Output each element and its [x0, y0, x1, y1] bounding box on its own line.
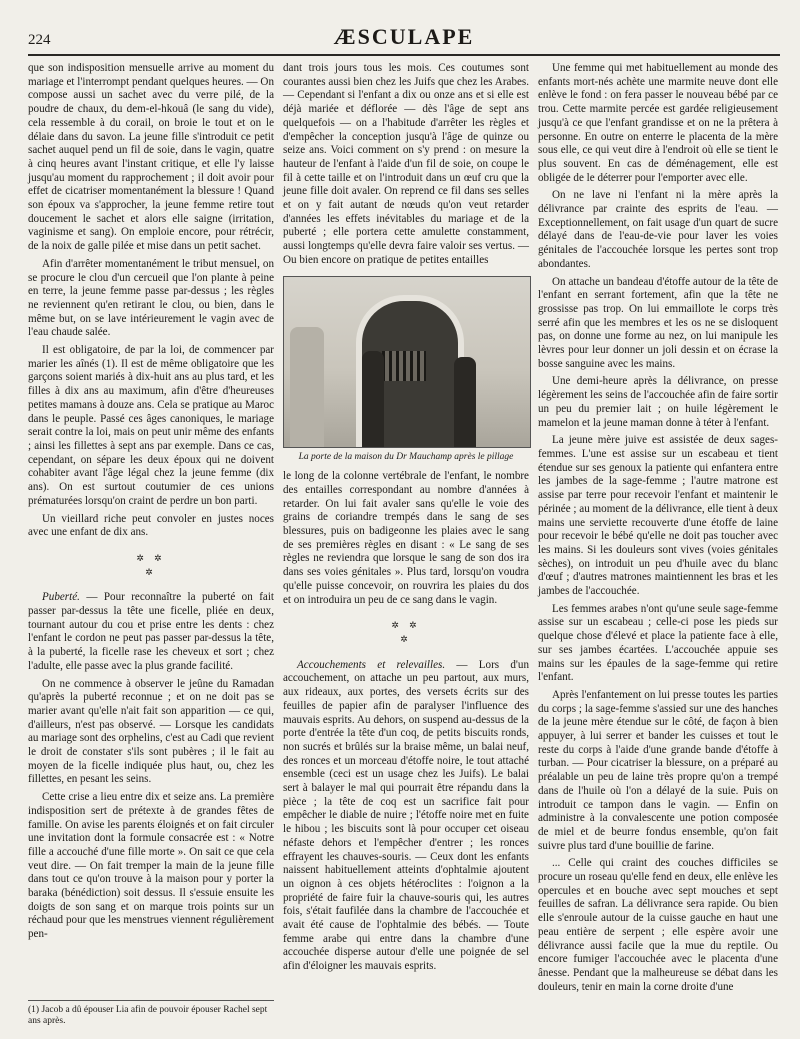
- door-grille: [382, 351, 426, 381]
- paragraph-text: — Lors d'un accouchement, on attache un peu partout, aux murs, aux rideaux, aux portes, des versets écrits sur des feuilles de papier afin de paralyser l'influence des mauvais esprits. Au dehors, on suspend au-dessus de la porte d'entrée la tête d'un coq, de petits biscuits ronds, non sucrés et brûlés sur la braise même, un balai neuf, des ronces et un morceau d'étoffe noire, le tout attaché ensemble (ceci est un usage chez les Juifs). Le balai sert à balayer le mal qui pourrait être répandu dans la pièce ; la tête de coq est un sacrifice fait pour empêcher le diable de nuire ; l'étoffe noire met en fuite le hibou ; les biscuits sont là pour occuper cet oiseau néfaste dehors et l'empêcher d'entrer ; les ronces effrayent les chauves-souris. — Ceux dont les enfants naissent habituellement atteints d'ophtalmie ajoutent un oignon à ces objets hétéroclites : l'oignon a la propriété de faire fuir la chauve-souris qui, les autres fois, s'était faufilée dans la chambre de l'accouchée et avait été cause de l'ophtalmie des bébés. — Toute femme arabe qui entre dans la chambre d'une accouchée disperse autour d'elle une poignée de sel afin d'éloigner les mauvais esprits.: [283, 658, 529, 973]
- paragraph: On ne lave ni l'enfant ni la mère après la délivrance par crainte des esprits de l'eau. — Exceptionnellement, on fait usage d'un quart de sucre délayé dans de l'eau-de-vie pour laver les voies génitales de l'accouchée lorsque les pertes sont trop abondantes.: [538, 189, 778, 270]
- section-heading: Accouchements et relevailles.: [297, 658, 446, 671]
- figure: [283, 276, 529, 465]
- paragraph: Les femmes arabes n'ont qu'une seule sage-femme assise sur un escabeau ; celle-ci pose les pieds sur quelque chose d'élevé et place la patiente face à elle, sur ses jambes écartées. L'accouchée appuie ses mains sur les épaules de la sage-femme qui retire l'enfant.: [538, 602, 778, 684]
- paragraph: ... Celle qui craint des couches difficiles se procure un roseau qu'elle fend en deux, elle enlève les opercules et en bouche avec sept mouches et sept feuilles de safran. La délivrance sera rapide. Ou bien elle s'enroule autour de la cuisse gauche en haut une peau entière de serpent ; elle espère avoir une délivrance aussi facile que la mue du reptile. Ou encore fumiger l'accouchée avec le placenta d'une ânesse. Pendant que la malheureuse se débat dans les douleurs, tenir en main la corne droite d'une: [538, 857, 778, 993]
- paragraph: Cette crise a lieu entre dix et seize ans. La première indisposition sert de prétexte à de grandes fêtes de famille. On avise les parents éloignés et on fait circuler une invitation dont la formule consacrée est : « Notre fille a accouché d'une fille morte ». On sait ce que cela veut dire. — On fait tremper la main de la jeune fille dans tout ce qu'on trouve à la maison pour y porter la baraka (bénédiction) soit dessus. Il s'essuie ensuite les doigts de son sang et on marque trois points sur un réchaud pour que les menstrues viennent régulièrement pen-: [28, 791, 274, 941]
- paragraph: Une femme qui met habituellement au monde des enfants mort-nés achète une marmite neuve dont elle enlève le fond : on fera passer le nouveau bébé par ce trou. Cette marmite percée est gardée religieusement jusqu'à ce que l'enfant grandisse et on ne la prêtera à personne. En outre on enterre le placenta de la mère sous elle, ce qui veut dire à l'endroit où elle se tient le plus souvent. En cas de déménagement, elle est obligée de le déterrer pour l'emporter avec elle.: [538, 62, 778, 184]
- person-figure: [454, 357, 476, 447]
- paragraph: [283, 659, 529, 974]
- person-figure: [290, 327, 324, 447]
- page-header: [28, 14, 780, 56]
- paragraph: Après l'enfantement on lui presse toutes les parties du corps ; la sage-femme s'assied sur une des hanches de la jeune mère étendue sur le côté, de façon à bien appuyer, à lui serrer et bander les cuisses et tout le reste du corps à l'aide d'une grande bande d'étoffe à turban. — Pour cicatriser la blessure, on a préparé au préalable un peu de laine très propre qu'on a trempé dans de l'huile où l'on a délayé de la suie. Puis on introduit ce tampon dans le vagin. — Enfin on administre à la convalescente une potion composée de miel et de beurre fondus ensemble, qu'on fait suivre plus tard d'une bouillie de farine.: [538, 688, 778, 852]
- paragraph: que son indisposition mensuelle arrive au moment du mariage et l'interrompt pendant quelques heures. — On compose aussi un sachet avec du verre pilé, de la poudre de chaux, du dem-el-hkouâ (le sang du vide), cela ressemble à du corail, on broie le tout et on le délaie dans du savon. La jeune fille s'introduit ce petit sachet auquel pend un fil de soie, dans le vagin, quatre à cinq heures avant l'instant critique, et elle l'y laisse jusqu'au moment du rapprochement ; il doit avoir pour effet de cicatriser momentanément la blessure ! Quand son époux va s'approcher, la jeune femme retire tout doucement le sachet et alors elle saigne (irritation, vaginisme et sang). On emploie encore, pour rétrécir, de la noix de galle pilée et mise dans un petit sachet.: [28, 62, 274, 253]
- paragraph: Afin d'arrêter momentanément le tribut mensuel, on se procure le clou d'un cercueil que l'on plante à peine en terre, la jeune femme passe par-dessus ; les règles ne reviennent qu'en retirant le clou, ou bien, dans le même but, on se lave intérieurement le vagin avec de l'eau chaude salée.: [28, 257, 274, 339]
- section-heading: Puberté.: [42, 591, 80, 604]
- column-1: [28, 62, 274, 946]
- paragraph: On attache un bandeau d'étoffe autour de la tête de l'enfant en serrant fortement, afin que la tête ne grossisse pas trop. On lui emmaillote le corps très serré afin que les membres et les os ne se disloquent pas, on donne une forme au nez, on lui manipule les lèvres pour leur donner un joli dessin et on écrase la bosse sanguine avec les mains.: [538, 275, 778, 370]
- figure-caption: La porte de la maison du Dr Mauchamp après le pillage: [298, 451, 514, 462]
- paragraph: On ne commence à observer le jeûne du Ramadan qu'après la puberté reconnue ; et on ne doit pas se marier avant qu'elle n'ait fait son apparition — ce qui, d'ailleurs, n'est pas observé. — Lorsque les candidats au mariage sont des orphelins, c'est au Cadi que revient le droit de constater s'ils sont pubères ; il le fait au moyen de la ficelle indiquée plus haut, ou, chez les fillettes, en pesant les seins.: [28, 677, 274, 786]
- photo: [283, 276, 531, 448]
- paragraph: La jeune mère juive est assistée de deux sages-femmes. L'une est assise sur un escabeau et tient étendue sur ses genoux la patiente qui enfantera entre les jambes de la sage-femme ; l'autre matrone est assise par terre pour recevoir l'enfant et maintenir le périnée ; au moment de la délivrance, elle tient à deux mains une serviette recouverte d'une étoffe de laine pour recevoir le bébé qu'elle ne doit pas toucher avec les mains. Si les douleurs sont vives (voies génitales sèches), on introduit un peu d'huile avec du blanc d'œuf ; d'autres matrones maintiennent les bras et les jambes de l'accouchée.: [538, 434, 778, 598]
- paragraph: Un vieillard riche peut convoler en justes noces avec une enfant de dix ans.: [28, 512, 274, 539]
- column-3: [538, 62, 778, 998]
- section-divider: ✲ ✲ ✲: [136, 552, 166, 577]
- paragraph: Il est obligatoire, de par la loi, de commencer par marier les aînés (1). Il est de même obligatoire que les garçons soient mariés à dix-huit ans au plus tard, et les filles à dix ans au maximum, afin d'être d'heureuses petites mamans à douze ans. Cela se pratique au Maroc dans le peuple. Passé ces âges canoniques, le mariage serait contre la loi, mais on peut unir même des enfants ; ainsi les fillettes à sept ans par exemple. Dans ce cas, cependant, on sépare les deux époux qui ne doivent cohabiter avant l'âge légal chez la jeune femme (dix ans). On est surtout coutumier de ces unions prématurées lorsqu'on craint de perdre un bon parti.: [28, 344, 274, 507]
- footnote: (1) Jacob a dû épouser Lia afin de pouvoir épouser Rachel sept ans après.: [28, 1000, 274, 1027]
- paragraph: le long de la colonne vertébrale de l'enfant, le nombre des entailles correspondant au nombre d'années à retarder. On lui fait avaler sans qu'elle le voie des grains de coriandre trempés dans le sang de ses blessures, puis on badigeonne les plaies avec le sang de ses premières règles en disant : « Le sang de ses règles ne reviendra que lorsque le sang de son dos ira dans ses voies génitales ». Plus tard, lorsqu'on voudra qu'elle puisse concevoir, on rouvrira les plaies du dos et on introduira un peu de ce sang dans le vagin.: [283, 470, 529, 606]
- person-figure: [362, 351, 384, 447]
- paragraph: dant trois jours tous les mois. Ces coutumes sont courantes aussi bien chez les Juifs que chez les Arabes. — Cependant si l'enfant a dix ou onze ans et si elle est déjà mariée et déflorée — dès l'âge de sept ans quelquefois — on a l'habitude d'arrêter les règles et d'empêcher la conception jusqu'à l'âge de quinze ou seize ans. Voici comment on s'y prend : on mesure la hauteur de l'enfant à l'aide d'un fil de soie, on coupe le fil à cette taille et on l'introduit dans un œuf cru que la jeune fille doit avaler. On reprend ce fil dans ses selles et on y fait autant de nœuds qu'on veut retarder d'années les effets inévitables du mariage et de la puberté ; elle portera cette amulette constamment, aussi longtemps qu'elle devra faire valoir ses vertus. — Ou bien encore on pratique de petites entailles: [283, 62, 529, 266]
- page-number: 224: [28, 32, 51, 48]
- paragraph: [28, 591, 274, 673]
- column-2: [283, 62, 529, 978]
- paragraph: Une demi-heure après la délivrance, on presse légèrement les seins de l'accouchée afin de faire sortir un peu du premier lait ; on huile légèrement le mamelon et la jeune maman donne à téter à l'enfant.: [538, 375, 778, 429]
- section-divider: ✲ ✲ ✲: [391, 620, 421, 644]
- running-title: ÆSCULAPE: [333, 24, 475, 49]
- paragraph-text: — Pour reconnaître la puberté on fait passer par-dessus la tête une ficelle, pliée en deux, tournant autour du cou et prise entre les dents : chez l'enfant le cordon ne peut pas passer par-dessus la tête, à la puberté, la ficelle rase les cheveux et sort ; chez l'adulte, elle passe avec la plus grande facilité.: [28, 591, 274, 672]
